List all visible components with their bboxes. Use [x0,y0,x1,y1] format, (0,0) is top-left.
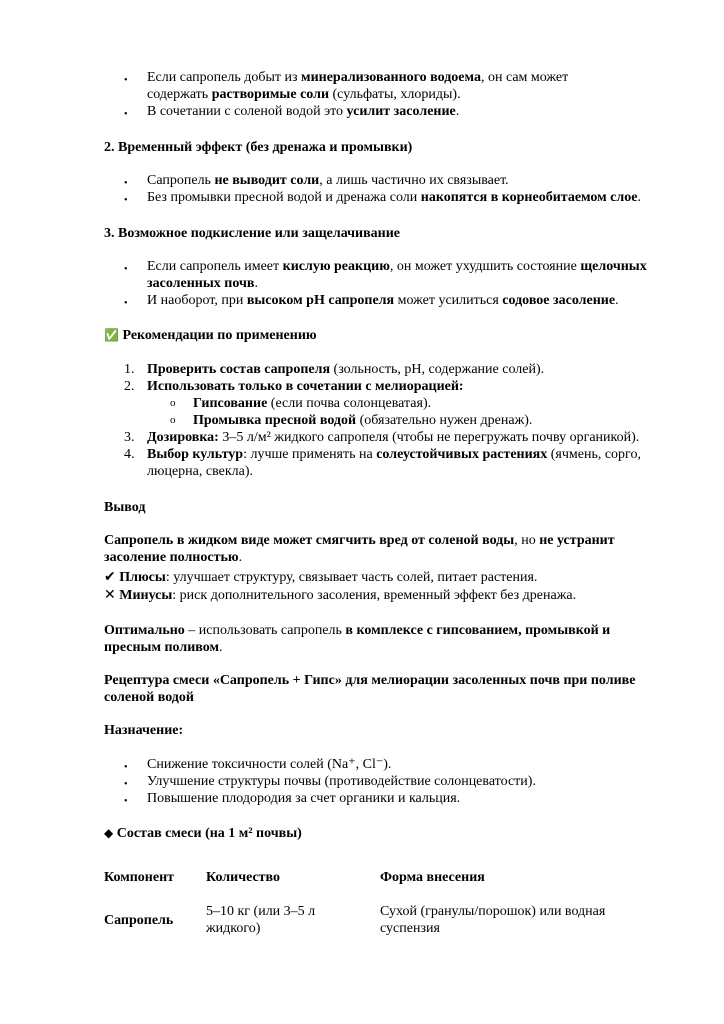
sub-bullet: o [170,397,176,409]
table-header: Количество [206,870,281,885]
purpose-heading: Назначение: [104,723,184,738]
table-header: Компонент [104,870,175,885]
bullet: • [124,195,128,206]
pros-line: ✔ Плюсы: улучшает структуру, связывает часть солей, питает растения. [104,569,538,585]
bullet: • [124,109,128,120]
bullet: • [124,178,128,189]
list-number: 1. [124,362,135,377]
section-heading: ✅ Рекомендации по применению [104,328,317,343]
diamond-icon: ◆ [104,826,114,840]
bullet: • [124,762,128,773]
list-item: Улучшение структуры почвы (противодействие солонцеватости). [147,774,536,789]
sub-list-item: Промывка пресной водой (обязательно нужен дренаж). [193,413,533,428]
list-number: 3. [124,430,135,445]
section-heading: Вывод [104,500,146,515]
bullet: • [124,264,128,275]
list-item: Проверить состав сапропеля (зольность, pH, содержание солей). [147,362,545,377]
list-item: Использовать только в сочетании с мелиорацией: [147,379,464,394]
list-number: 2. [124,379,135,394]
list-item: Если сапропель добыт из минерализованного водоема, он сам может содержать растворимые соли (сульфаты, хлориды). [147,70,569,102]
bullet: • [124,75,128,86]
list-item: Выбор культур: лучше применять на солеустойчивых растениях (ячмень, сорго, люцерна, свекла). [147,447,641,479]
section-heading: 2. Временный эффект (без дренажа и промывки) [104,140,413,155]
list-item: Дозировка: 3–5 л/м² жидкого сапропеля (чтобы не перегружать почву органикой). [147,430,640,445]
optimal-paragraph: Оптимально – использовать сапропель в комплексе с гипсованием, промывкой и пресным поливом. [104,623,611,655]
list-number: 4. [124,447,135,462]
table-cell: 5–10 кг (или 3–5 л жидкого) [206,904,316,936]
bullet: • [124,298,128,309]
list-item: Сапропель не выводит соли, а лишь частично их связывает. [147,173,509,188]
section-heading: 3. Возможное подкисление или защелачивание [104,226,401,241]
cons-line: ✕ Минусы: риск дополнительного засоления, временный эффект без дренажа. [104,587,577,603]
sub-bullet: o [170,414,176,426]
table-header: Форма внесения [380,870,485,885]
check-mark-icon: ✔ [104,569,116,585]
section-heading: ◆ Состав смеси (на 1 м² почвы) [104,826,302,841]
bullet: • [124,796,128,807]
list-item: Снижение токсичности солей (Na⁺, Cl⁻). [147,757,392,772]
conclusion-paragraph: Сапропель в жидком виде может смягчить вред от соленой воды, но не устранит засоление полностью. [104,533,615,565]
bullet: • [124,779,128,790]
recipe-title: Рецептура смеси «Сапропель + Гипс» для мелиорации засоленных почв при поливе соленой водой [104,673,636,705]
sub-list-item: Гипсование (если почва солонцеватая). [193,396,432,411]
check-box-icon: ✅ [104,328,119,342]
table-cell: Сапропель [104,913,174,928]
list-item: Без промывки пресной водой и дренажа соли накопятся в корнеобитаемом слое. [147,190,641,205]
table-cell: Сухой (гранулы/порошок) или водная суспензия [380,904,606,936]
cross-mark-icon: ✕ [104,587,116,603]
list-item: В сочетании с соленой водой это усилит засоление. [147,104,460,119]
list-item: Повышение плодородия за счет органики и кальция. [147,791,461,806]
list-item: Если сапропель имеет кислую реакцию, он может ухудшить состояние щелочных засоленных почв. [147,259,647,291]
list-item: И наоборот, при высоком pH сапропеля может усилиться содовое засоление. [147,293,619,308]
